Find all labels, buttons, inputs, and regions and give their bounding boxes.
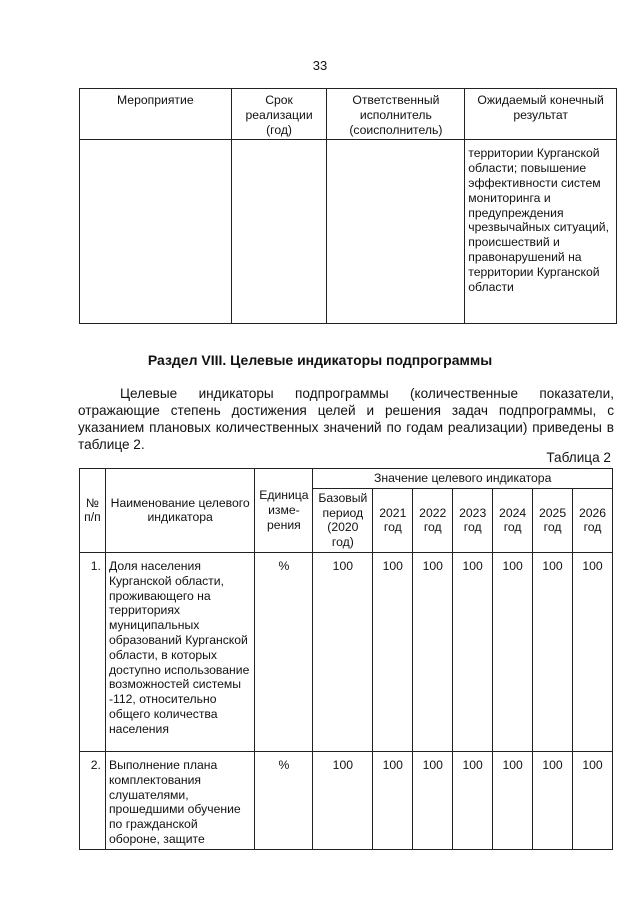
cell-activity (80, 140, 232, 324)
value-base: 100 (313, 751, 373, 849)
indicator-unit: % (255, 552, 313, 751)
header-result: Ожидаемый конечный результат (465, 89, 617, 140)
value-2022: 100 (413, 552, 453, 751)
header-year-2024: 2024 год (493, 488, 533, 552)
table-row (80, 552, 613, 751)
row-number: 1. (80, 552, 106, 751)
value-2024: 100 (493, 552, 533, 751)
table-row (80, 751, 613, 849)
activities-row (80, 140, 617, 324)
value-base: 100 (313, 552, 373, 751)
value-2022: 100 (413, 751, 453, 849)
cell-executor (327, 140, 465, 324)
page-number: 33 (312, 58, 328, 73)
table-caption: Таблица 2 (546, 450, 611, 465)
header-term: Срок реализации (год) (231, 89, 327, 140)
activities-header-row (80, 89, 617, 140)
header-year-2026: 2026 год (573, 488, 613, 552)
value-2025: 100 (533, 552, 573, 751)
value-2026: 100 (573, 552, 613, 751)
header-year-2021: 2021 год (373, 488, 413, 552)
section-title: Раздел VIII. Целевые индикаторы подпрограммы (147, 352, 493, 368)
indicator-name: Выполнение плана комплектования слушателями, прошедшими обучение по гражданской обороне, защите (105, 751, 254, 849)
header-base-period: Базовый период (2020 год) (313, 488, 373, 552)
value-2024: 100 (493, 751, 533, 849)
header-activity: Мероприятие (80, 89, 232, 140)
header-value-group: Значение целевого индикатора (313, 469, 613, 489)
indicator-name: Доля населения Курганской области, проживающего на территориях муниципальных образований Курганской области, в которых доступно использование возможностей системы -112, относительно общего количества населения (105, 552, 254, 751)
value-2026: 100 (573, 751, 613, 849)
cell-result: территории Курганской области; повышение эффективности систем мониторинга и предупреждения чрезвычайных ситуаций, происшествий и правонарушений на территории Курганской области (465, 140, 617, 324)
value-2025: 100 (533, 751, 573, 849)
header-unit: Единица изме-рения (255, 469, 313, 553)
value-2023: 100 (453, 751, 493, 849)
header-year-2023: 2023 год (453, 488, 493, 552)
value-2021: 100 (373, 751, 413, 849)
header-num: № п/п (80, 469, 106, 553)
indicators-table (79, 468, 613, 850)
value-2023: 100 (453, 552, 493, 751)
section-paragraph: Целевые индикаторы подпрограммы (количественные показатели, отражающие степень достижения целей и решения задач подпрограммы, с указанием плановых количественных значений по годам реализации) приведены в таблице 2. (78, 386, 614, 452)
header-name: Наименование целевого индикатора (105, 469, 254, 553)
indicator-unit: % (255, 751, 313, 849)
header-executor: Ответственный исполнитель (соисполнитель) (327, 89, 465, 140)
header-year-2022: 2022 год (413, 488, 453, 552)
row-number: 2. (80, 751, 106, 849)
value-2021: 100 (373, 552, 413, 751)
activities-table (79, 88, 617, 324)
header-year-2025: 2025 год (533, 488, 573, 552)
cell-term (231, 140, 327, 324)
indicators-header-row-1 (80, 469, 613, 489)
